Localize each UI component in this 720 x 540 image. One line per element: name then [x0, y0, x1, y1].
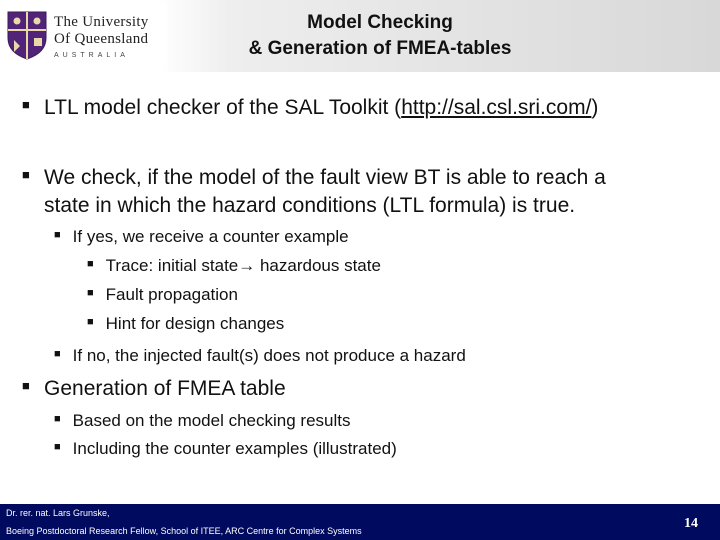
sub-bullet-no: ■ If no, the injected fault(s) does not produce a hazard: [54, 345, 466, 368]
footer-bar: [0, 504, 720, 540]
page-number: 14: [684, 516, 698, 531]
bullet-text-line-2: state in which the hazard conditions (LTL formula) is true.: [44, 194, 576, 217]
bullet-square-icon: ■: [54, 347, 61, 360]
bullet-text-line-1: We check, if the model of the fault view BT is able to reach a: [44, 166, 606, 189]
crest-icon: [6, 10, 48, 60]
bullet-text: LTL model checker of the SAL Toolkit (: [44, 96, 402, 119]
bullet-generation: [22, 376, 286, 402]
title-line-1: Model Checking: [307, 12, 453, 33]
bullet-square-icon: ■: [54, 228, 61, 241]
bullet-square-icon: ■: [87, 286, 94, 299]
title-line-2: & Generation of FMEA-tables: [248, 38, 512, 59]
footer-affiliation: Boeing Postdoctoral Research Fellow, School of ITEE, ARC Centre for Complex Systems: [6, 526, 362, 536]
slide-title: [180, 10, 580, 62]
bullet-square-icon: ■: [54, 412, 61, 425]
bullet-square-icon: ■: [54, 440, 61, 453]
bullet-square-icon: ■: [22, 97, 30, 113]
sub-bullet-including: ■ Including the counter examples (illustrated): [54, 438, 397, 461]
sub-sub-bullet-fault: ■ Fault propagation: [87, 284, 238, 307]
bullet-square-icon: ■: [22, 167, 30, 183]
logo-line-2: Of Queensland: [54, 31, 149, 47]
sub-sub-bullet-hint: ■ Hint for design changes: [87, 313, 284, 336]
bullet-square-icon: ■: [87, 315, 94, 328]
footer-author: Dr. rer. nat. Lars Grunske,: [6, 508, 110, 518]
bullet-we-check: [22, 165, 606, 191]
logo-line-1: The University: [54, 14, 149, 30]
bullet-text-suffix: ): [591, 96, 599, 119]
sal-link[interactable]: http://sal.csl.sri.com/: [401, 96, 592, 119]
logo-line-3: AUSTRALIA: [54, 52, 129, 59]
bullet-square-icon: ■: [22, 378, 30, 394]
bullet-sal-toolkit: [22, 95, 599, 121]
header-bar: [0, 0, 720, 72]
sub-sub-bullet-trace: ■ Trace: initial state→ hazardous state: [87, 255, 381, 278]
bullet-square-icon: ■: [87, 257, 94, 270]
sub-bullet-yes: ■ If yes, we receive a counter example: [54, 226, 349, 249]
bullet-text: Generation of FMEA table: [44, 377, 286, 400]
sub-bullet-based: ■ Based on the model checking results: [54, 410, 350, 433]
university-logo: [4, 4, 166, 66]
